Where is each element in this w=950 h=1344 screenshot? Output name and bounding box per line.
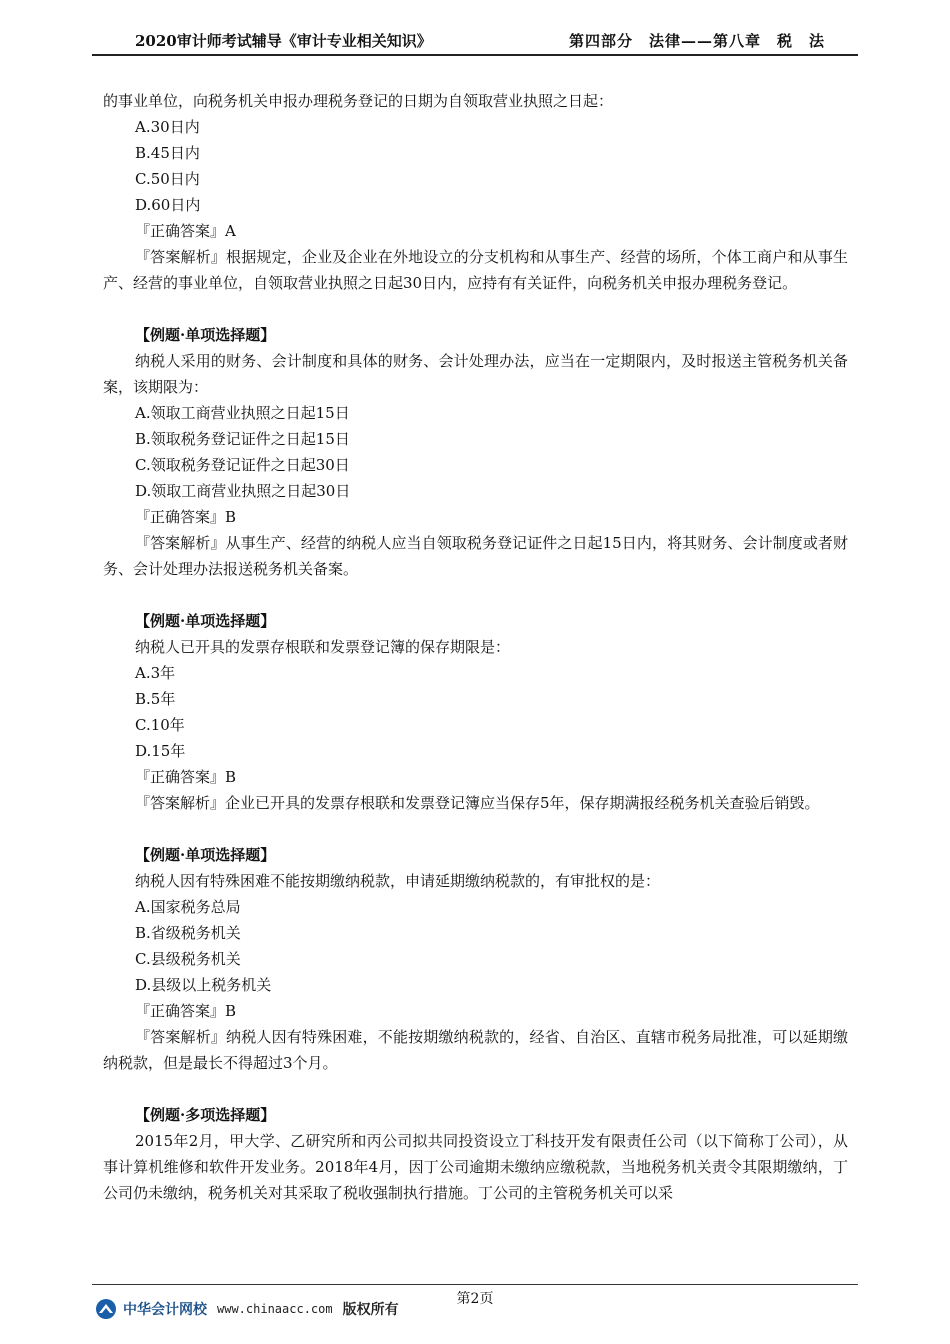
q4-title: 【例题·单项选择题】 [135, 846, 276, 864]
q1-option-a: A.30日内 [135, 118, 200, 136]
q2-stem: 纳税人采用的财务、会计制度和具体的财务、会计处理办法，应当在一定期限内，及时报送主管税务机关备案，该期限为： [103, 352, 848, 396]
q2-option-d: D.领取工商营业执照之日起30日 [135, 482, 351, 500]
brand-name: 中华会计网校 [123, 1302, 207, 1318]
q3-option-d: D.15年 [135, 742, 186, 760]
q3-title: 【例题·单项选择题】 [135, 612, 276, 630]
q5-title: 【例题·多项选择题】 [135, 1106, 276, 1124]
chinaacc-logo-icon [95, 1298, 117, 1320]
q4-option-a: A.国家税务总局 [135, 898, 241, 916]
footer-divider [92, 1284, 858, 1285]
q4-option-c: C.县级税务机关 [135, 950, 241, 968]
q2-title: 【例题·单项选择题】 [135, 326, 276, 344]
q1-option-d: D.60日内 [135, 196, 201, 214]
q3-option-b: B.5年 [135, 690, 176, 708]
q3-stem: 纳税人已开具的发票存根联和发票登记簿的保存期限是： [135, 638, 511, 656]
q4-stem: 纳税人因有特殊困难不能按期缴纳税款，申请延期缴纳税款的，有审批权的是： [135, 872, 661, 890]
q2-option-c: C.领取税务登记证件之日起30日 [135, 456, 350, 474]
q1-analysis: 『答案解析』根据规定，企业及企业在外地设立的分支机构和从事生产、经营的场所，个体工商户和从事生产、经营的事业单位，自领取营业执照之日起30日内，应持有有关证件，向税务机关申报办理税务登记。 [103, 248, 848, 292]
q3-option-c: C.10年 [135, 716, 185, 734]
q5-stem: 2015年2月，甲大学、乙研究所和丙公司拟共同投资设立丁科技开发有限责任公司（以下简称丁公司），从事计算机维修和软件开发业务。2018年4月，因丁公司逾期未缴纳应缴税款，当地税务机关责令其限期缴纳，丁公司仍未缴纳，税务机关对其采取了税收强制执行措施。丁公司的主管税务机关可以采 [103, 1132, 848, 1202]
header-chapter: 第四部分 法律——第八章 税 法 [568, 32, 825, 50]
q1-option-c: C.50日内 [135, 170, 200, 188]
page-number: 第2页 [456, 1291, 494, 1307]
document-body [103, 88, 848, 1206]
q4-option-d: D.县级以上税务机关 [135, 976, 272, 994]
brand-url: www.chinaacc.com [217, 1302, 333, 1316]
q3-analysis: 『答案解析』企业已开具的发票存根联和发票登记簿应当保存5年，保存期满报经税务机关查验后销毁。 [135, 794, 820, 812]
q4-answer: 『正确答案』B [135, 1002, 237, 1020]
q3-answer: 『正确答案』B [135, 768, 237, 786]
q4-option-b: B.省级税务机关 [135, 924, 241, 942]
q4-analysis: 『答案解析』纳税人因有特殊困难，不能按期缴纳税款的，经省、自治区、直辖市税务局批准，可以延期缴纳税款，但是最长不得超过3个月。 [103, 1028, 848, 1072]
q2-option-b: B.领取税务登记证件之日起15日 [135, 430, 350, 448]
page-header [95, 30, 855, 52]
q1-answer: 『正确答案』A [135, 222, 236, 240]
header-book-title: 2020审计师考试辅导《审计专业相关知识》 [135, 32, 432, 50]
q3-option-a: A.3年 [135, 664, 176, 682]
q2-option-a: A.领取工商营业执照之日起15日 [135, 404, 350, 422]
header-divider [92, 54, 858, 56]
copyright-text: 版权所有 [342, 1302, 399, 1318]
q2-analysis: 『答案解析』从事生产、经营的纳税人应当自领取税务登记证件之日起15日内，将其财务、会计制度或者财务、会计处理办法报送税务机关备案。 [103, 534, 848, 578]
q1-stem-tail: 的事业单位，向税务机关申报办理税务登记的日期为自领取营业执照之日起： [103, 92, 614, 110]
q1-option-b: B.45日内 [135, 144, 200, 162]
q2-answer: 『正确答案』B [135, 508, 237, 526]
footer-brand [95, 1296, 399, 1322]
